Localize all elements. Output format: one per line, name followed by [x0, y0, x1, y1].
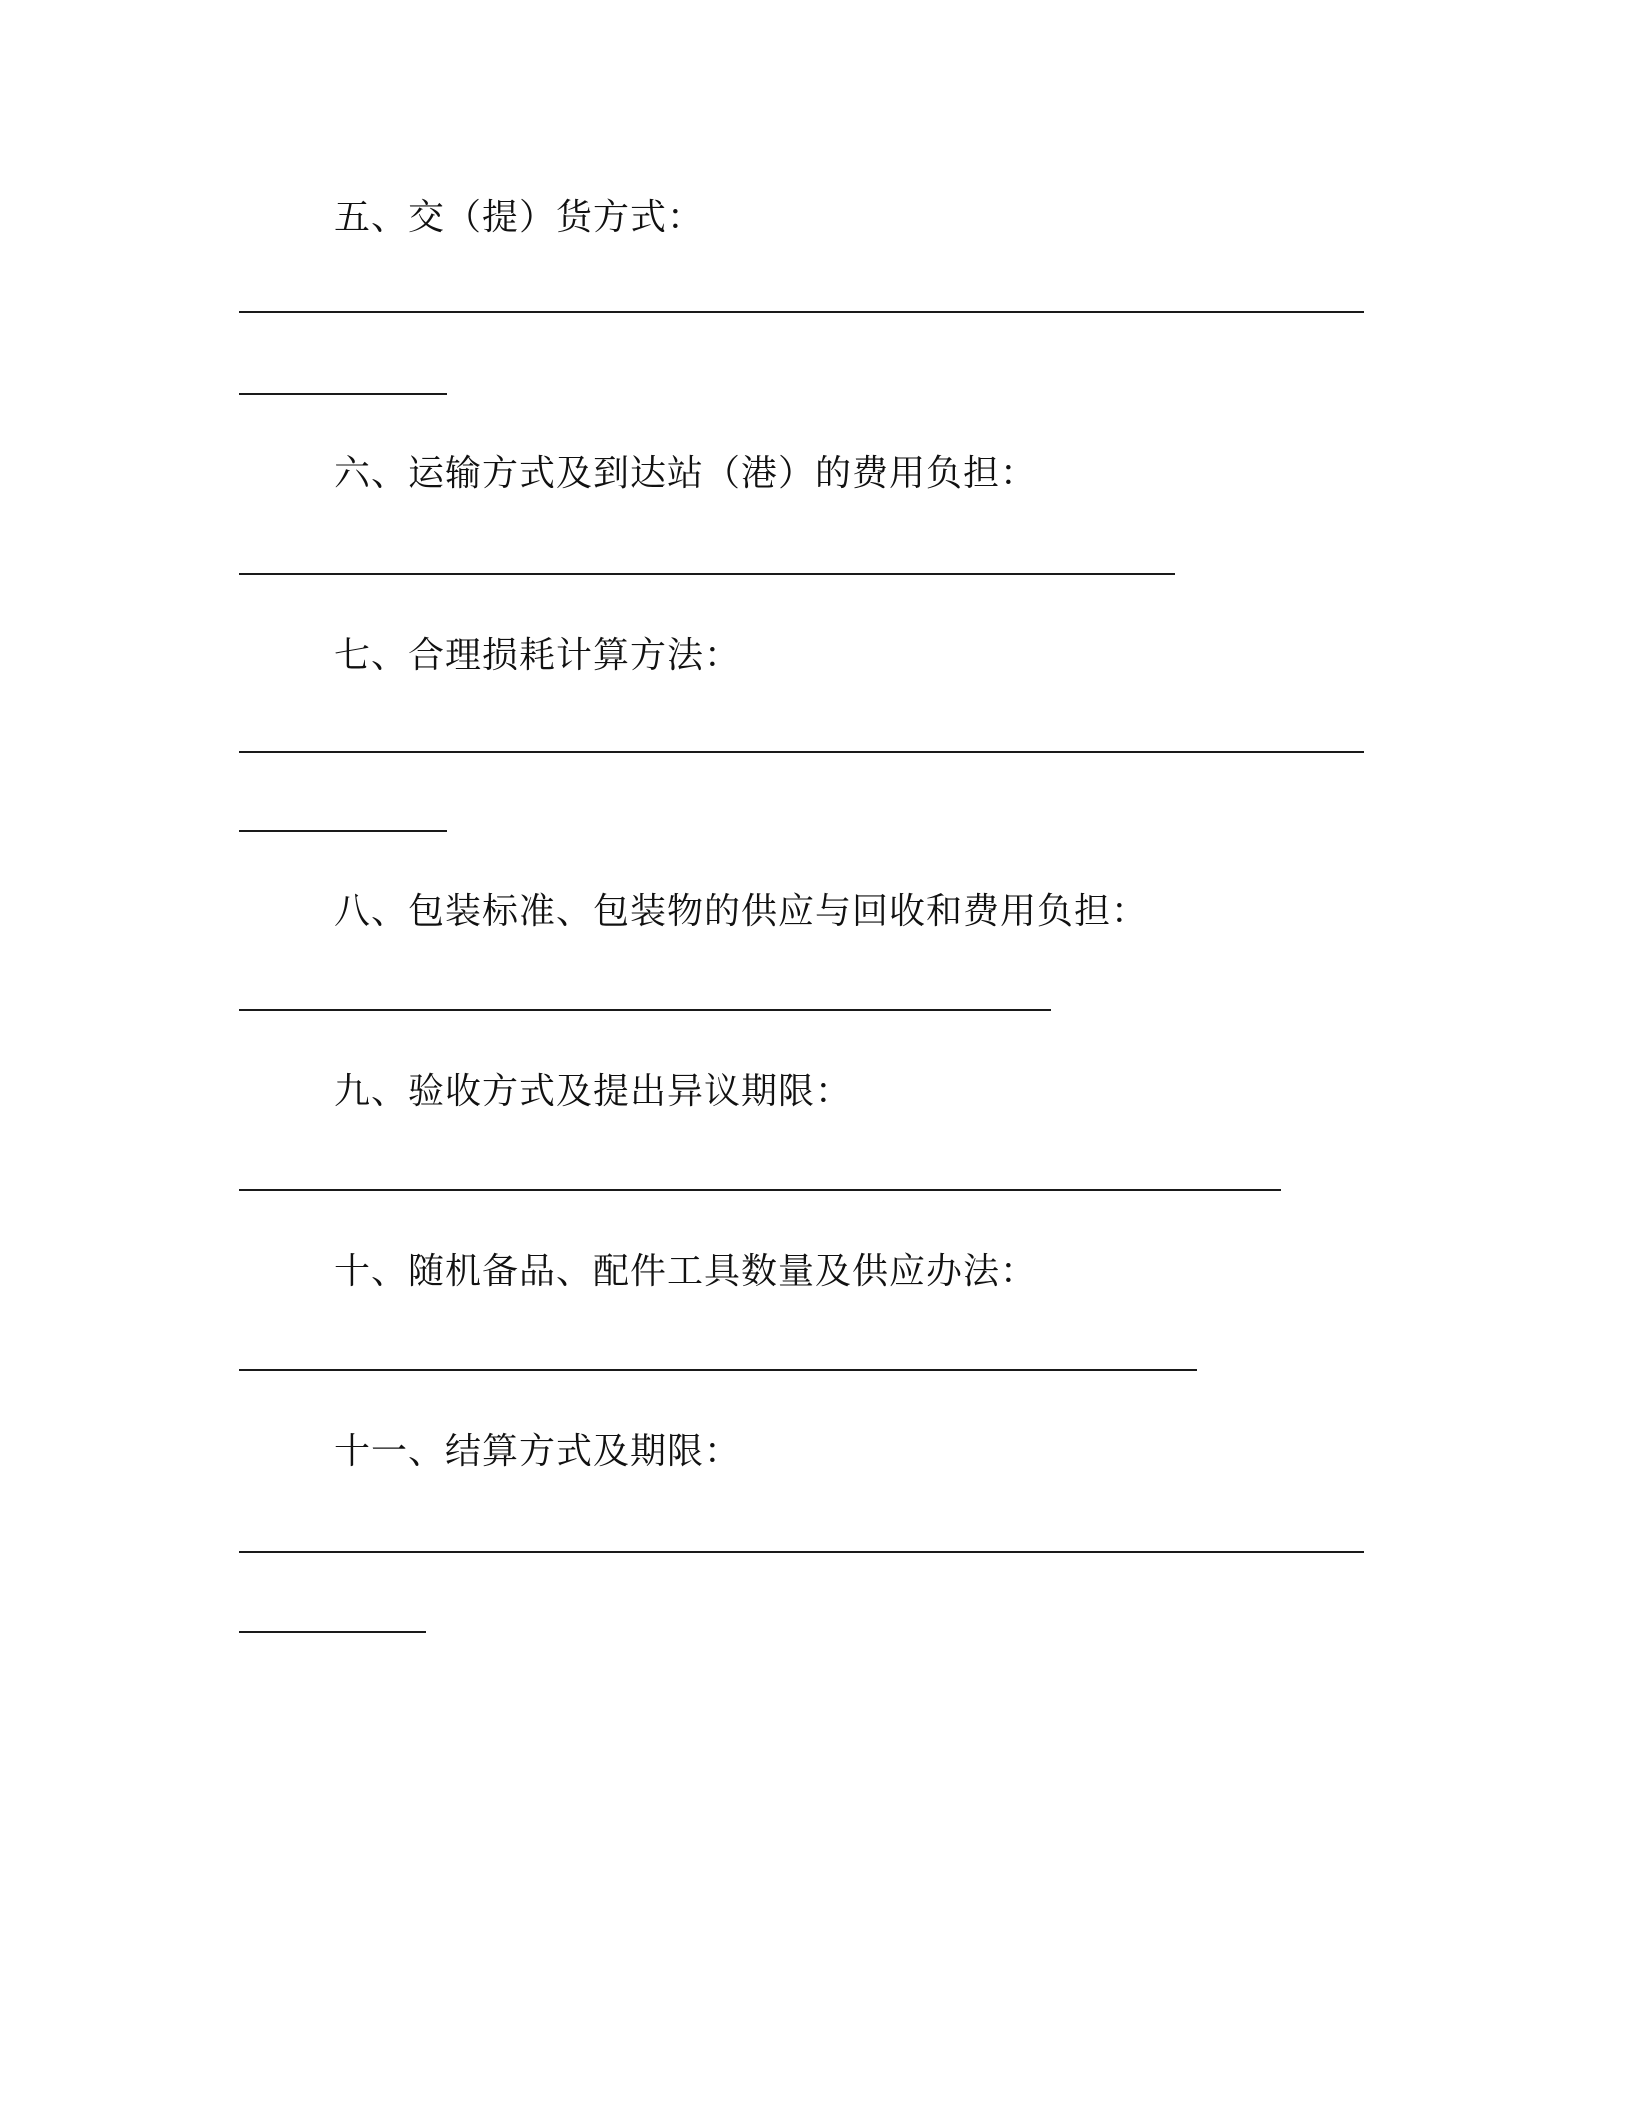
clause-heading-6: 六、运输方式及到达站（港）的费用负担： [334, 453, 1038, 494]
fill-in-line [239, 311, 1364, 313]
clause-heading-10: 十、随机备品、配件工具数量及供应办法： [334, 1251, 1038, 1292]
fill-in-line [239, 573, 1175, 575]
fill-in-line [239, 830, 447, 832]
fill-in-line [239, 751, 1364, 753]
fill-in-line [239, 393, 447, 395]
clause-heading-11: 十一、结算方式及期限： [334, 1431, 742, 1472]
fill-in-line [239, 1631, 426, 1633]
fill-in-line [239, 1189, 1281, 1191]
fill-in-line [239, 1009, 1051, 1011]
clause-heading-9: 九、验收方式及提出异议期限： [334, 1071, 853, 1112]
clause-heading-5: 五、交（提）货方式： [334, 197, 705, 238]
fill-in-line [239, 1369, 1197, 1371]
clause-heading-8: 八、包装标准、包装物的供应与回收和费用负担： [334, 891, 1149, 932]
clause-heading-7: 七、合理损耗计算方法： [334, 635, 742, 676]
fill-in-line [239, 1551, 1364, 1553]
